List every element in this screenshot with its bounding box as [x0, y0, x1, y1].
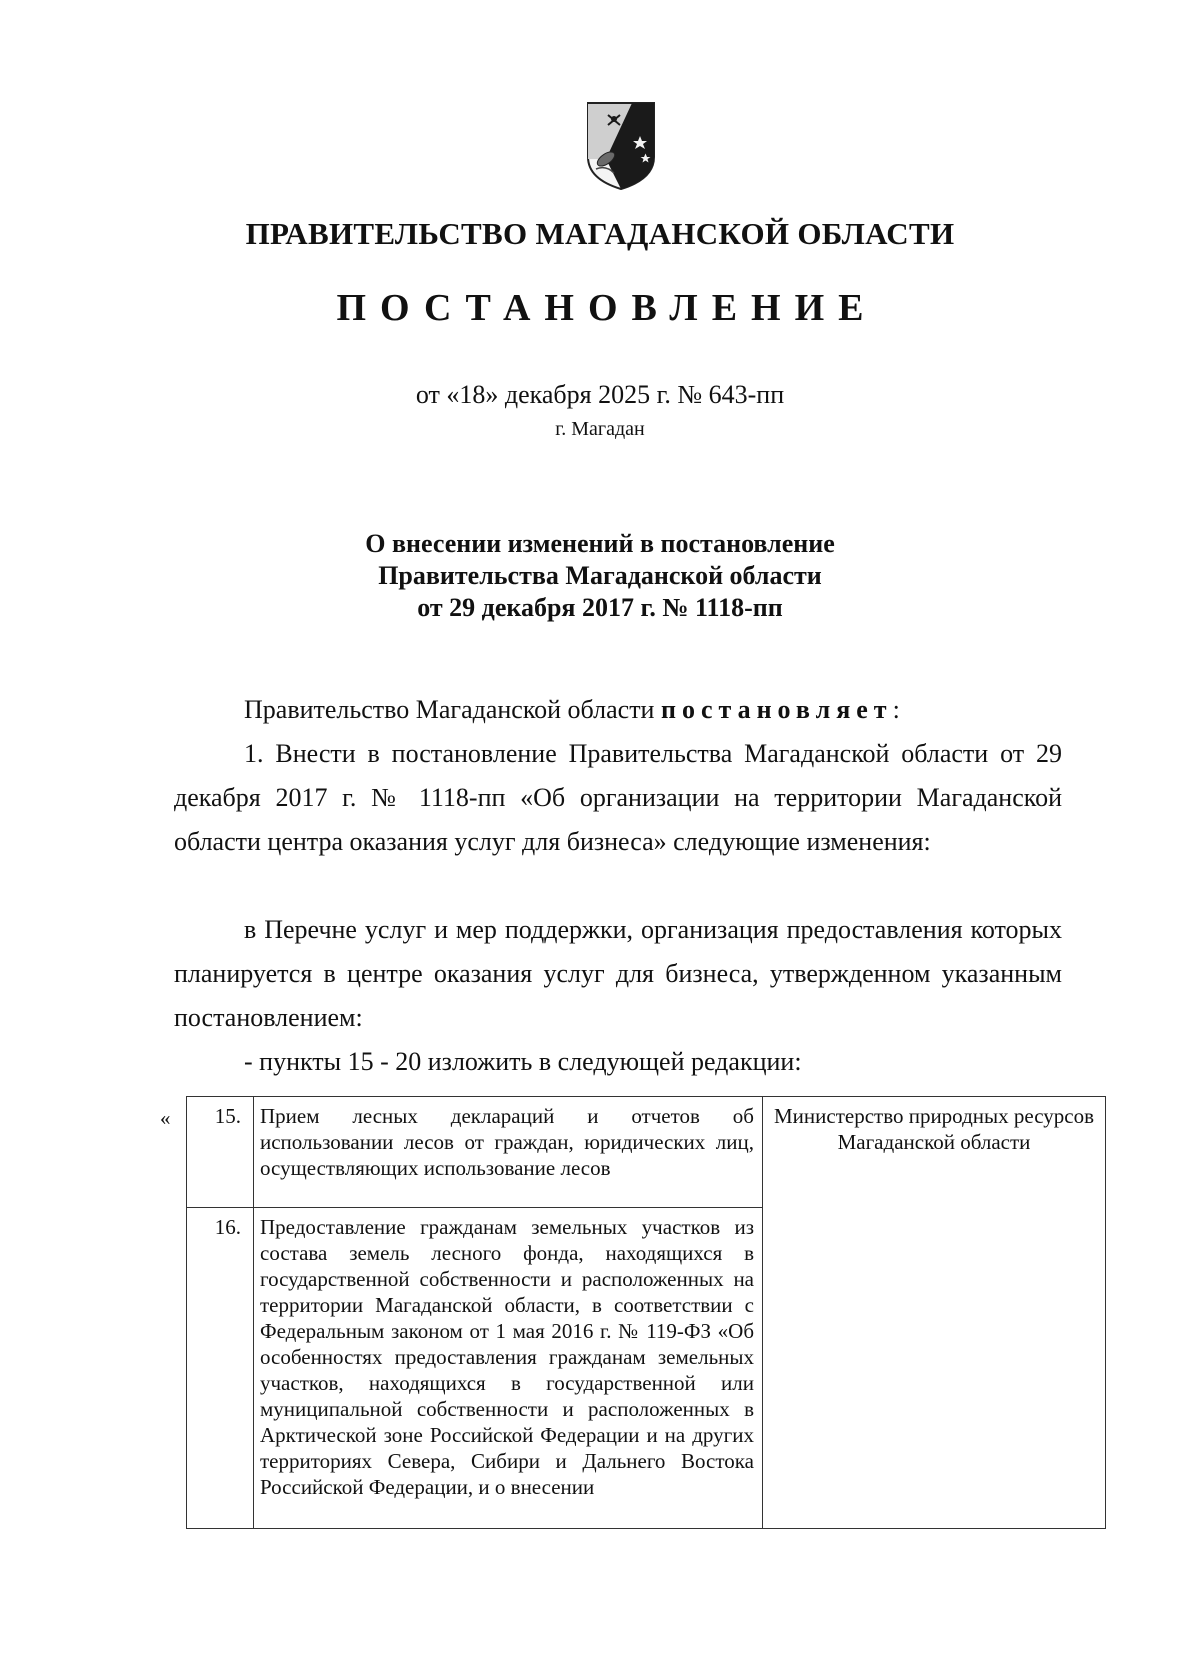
subject-line-3: от 29 декабря 2017 г. № 1118-пп — [417, 593, 783, 622]
table-opening-quote: « — [160, 1106, 171, 1130]
row-number: 15. — [187, 1097, 254, 1208]
row-number: 16. — [187, 1208, 254, 1529]
service-description: Предоставление гражданам земельных участков из состава земель лесного фонда, находящихся в государственной собственности и расположенных на территории Магаданской области, в соответствии с Федеральным законом от 1 мая 2016 г. № 119-ФЗ «Об особенностях предоставления гражданам земельных участков, находящихся в государственной или муниципальной собственности и расположенных в Арктической зоне Российской Федерации и на других территориях Севера, Сибири и Дальнего Востока Российской Федерации, и о внесении — [254, 1208, 763, 1529]
coat-of-arms-icon — [584, 99, 658, 191]
preamble-prefix: Правительство Магаданской области — [244, 695, 661, 724]
paragraph-3: - пункты 15 - 20 изложить в следующей редакции: — [244, 1047, 802, 1076]
responsible-authority: Министерство природных ресурсов Магаданской области — [763, 1097, 1106, 1529]
preamble-colon: : — [892, 695, 900, 724]
paragraph-2: в Перечне услуг и мер поддержки, организация предоставления которых планируется в центре оказания услуг для бизнеса, утвержденном указанным постановлением: — [174, 915, 1062, 1032]
services-table — [186, 1096, 1106, 1529]
document-subject — [0, 528, 1200, 624]
service-description: Прием лесных деклараций и отчетов об использовании лесов от граждан, юридических лиц, осуществляющих использование лесов — [254, 1097, 763, 1208]
table-row — [187, 1097, 1106, 1208]
document-type: ПОСТАНОВЛЕНИЕ — [336, 287, 878, 329]
subject-line-2: Правительства Магаданской области — [378, 561, 822, 590]
resolves-word: постановляет — [660, 695, 893, 724]
paragraph-1: 1. Внести в постановление Правительства Магаданской области от 29 декабря 2017 г. № 1118-пп «Об организации на территории Магаданской области центра оказания услуг для бизнеса» следующие изменения: — [174, 739, 1062, 856]
document-date-number: от «18» декабря 2025 г. № 643-пп — [415, 380, 785, 409]
preamble-paragraph — [174, 688, 1062, 732]
government-title: ПРАВИТЕЛЬСТВО МАГАДАНСКОЙ ОБЛАСТИ — [245, 216, 955, 251]
subject-line-1: О внесении изменений в постановление — [365, 529, 835, 558]
document-city: г. Магадан — [555, 418, 645, 440]
